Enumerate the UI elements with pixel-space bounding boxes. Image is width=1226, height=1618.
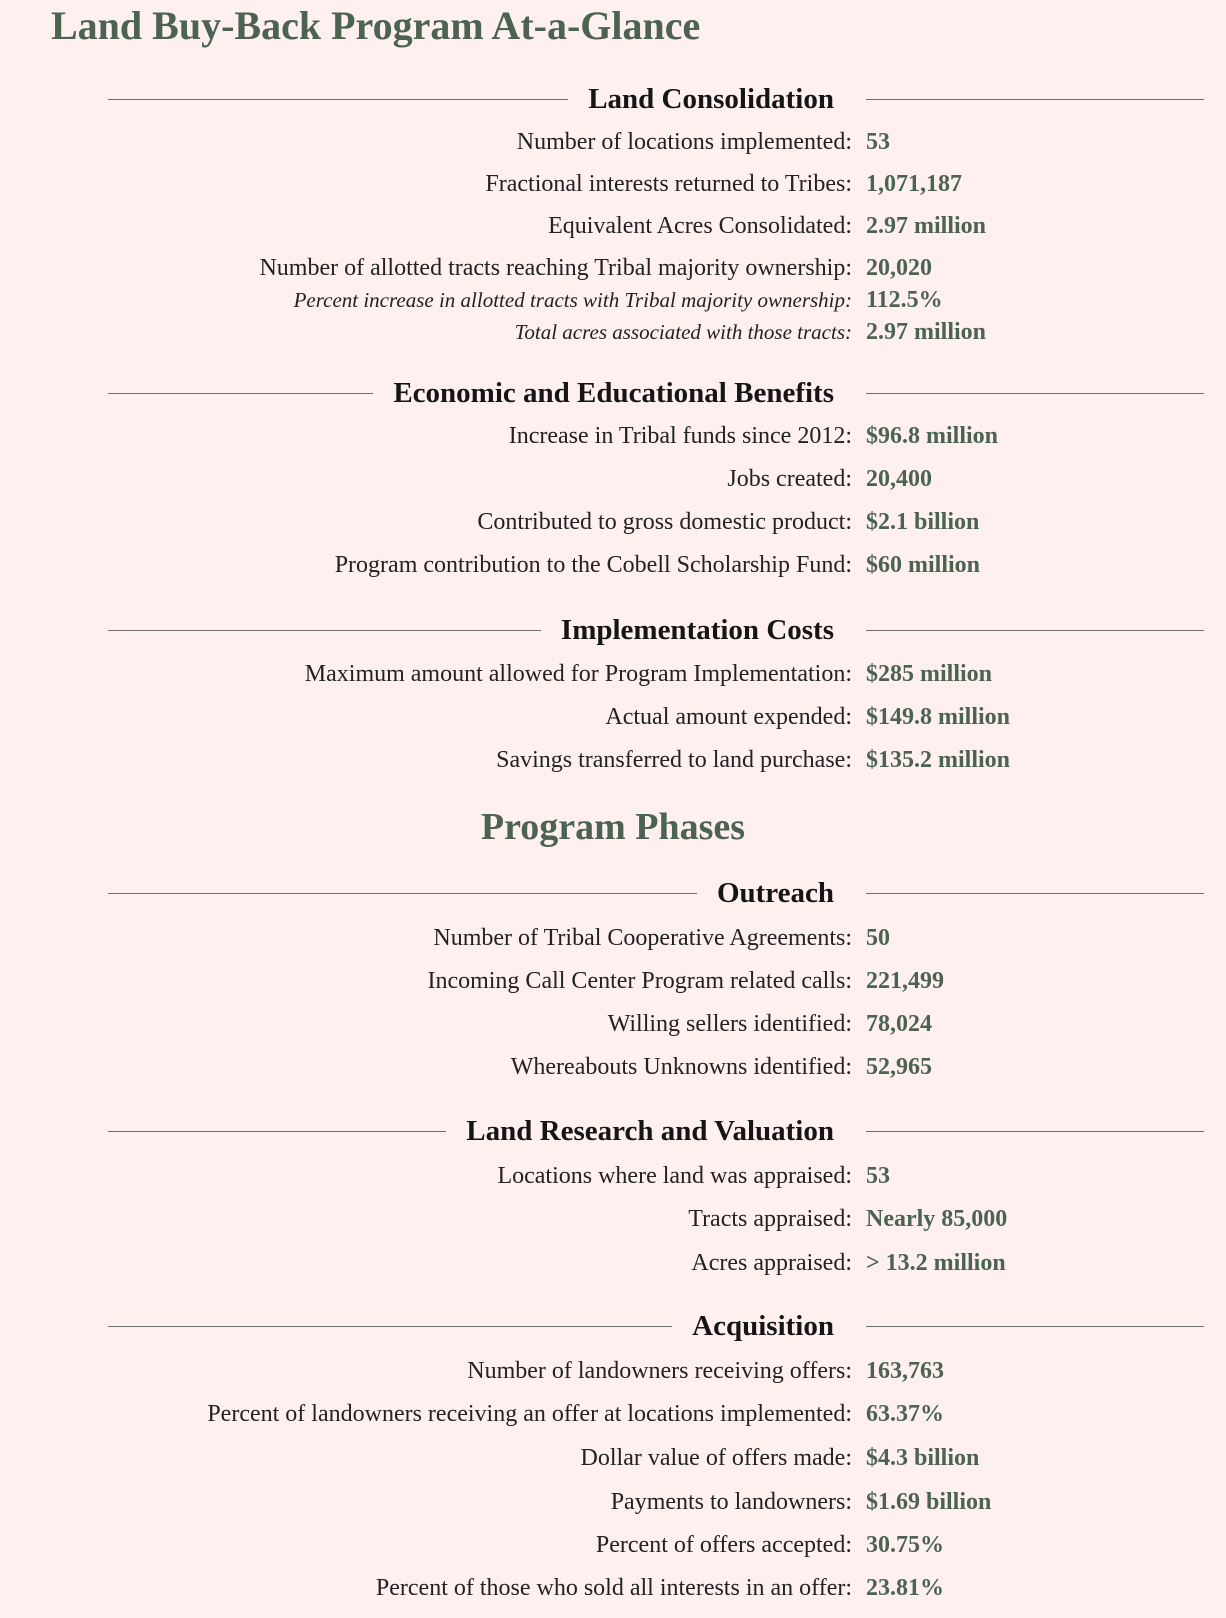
stat-row — [0, 963, 1226, 999]
stat-row — [0, 1570, 1226, 1606]
stat-label: Number of landowners receiving offers: — [467, 1358, 852, 1384]
stat-label: Percent of those who sold all interests in an offer: — [375, 1575, 852, 1601]
stat-label: Total acres associated with those tracts: — [514, 320, 852, 344]
section-title: Outreach — [697, 873, 834, 913]
stat-row — [0, 1396, 1226, 1432]
stat-value: 1,071,187 — [866, 171, 962, 197]
stat-row — [0, 282, 1226, 318]
phases-title: Program Phases — [480, 806, 746, 848]
stat-value: $60 million — [866, 552, 981, 578]
section-header-implementation-costs — [108, 610, 1204, 650]
stat-label: Percent increase in allotted tracts with Tribal majority ownership: — [293, 288, 852, 312]
stat-row — [0, 1527, 1226, 1563]
section-header-economic-benefits — [108, 373, 1204, 413]
stat-value: > 13.2 million — [866, 1250, 1006, 1276]
stat-row — [0, 1440, 1226, 1476]
stat-value: $2.1 billion — [866, 509, 980, 535]
stat-value: 78,024 — [866, 1011, 932, 1037]
section-header-land-consolidation — [108, 79, 1204, 119]
section-title: Economic and Educational Benefits — [373, 373, 834, 413]
stat-row — [0, 656, 1226, 692]
stat-row — [0, 1353, 1226, 1389]
stat-value: 63.37% — [866, 1401, 944, 1427]
stat-label: Acres appraised: — [691, 1250, 852, 1276]
stat-value: 53 — [866, 1163, 890, 1189]
stat-label: Locations where land was appraised: — [497, 1163, 852, 1189]
stat-row — [0, 461, 1226, 497]
stat-row — [0, 1158, 1226, 1194]
section-title: Land Consolidation — [568, 79, 834, 119]
stat-label: Fractional interests returned to Tribes: — [485, 171, 852, 197]
stat-label: Tracts appraised: — [688, 1206, 852, 1232]
stat-value: 2.97 million — [866, 213, 987, 239]
stat-label: Payments to landowners: — [610, 1489, 852, 1515]
section-header-acquisition — [108, 1306, 1204, 1346]
stat-label: Dollar value of offers made: — [580, 1445, 852, 1471]
stat-value: 2.97 million — [866, 319, 987, 345]
stat-row — [0, 124, 1226, 160]
stat-row — [0, 920, 1226, 956]
stat-value: Nearly 85,000 — [866, 1206, 1008, 1232]
stat-row — [0, 1049, 1226, 1085]
stat-label: Savings transferred to land purchase: — [496, 747, 852, 773]
stat-row — [0, 314, 1226, 350]
stat-label: Number of locations implemented: — [516, 129, 852, 155]
divider — [866, 99, 1204, 100]
section-title: Land Research and Valuation — [446, 1111, 834, 1151]
stat-row — [0, 699, 1226, 735]
stat-value: 20,020 — [866, 255, 932, 281]
stat-label: Increase in Tribal funds since 2012: — [508, 423, 852, 449]
stat-value: 52,965 — [866, 1054, 932, 1080]
stat-row — [0, 208, 1226, 244]
stat-value: 163,763 — [866, 1358, 944, 1384]
stat-label: Program contribution to the Cobell Scholarship Fund: — [334, 552, 852, 578]
section-header-land-research — [108, 1111, 1204, 1151]
stat-value: $135.2 million — [866, 747, 1011, 773]
stat-row — [0, 1006, 1226, 1042]
stat-value: 53 — [866, 129, 890, 155]
stat-row — [0, 166, 1226, 202]
stat-value: $149.8 million — [866, 704, 1011, 730]
stat-value: 221,499 — [866, 968, 944, 994]
stat-label: Contributed to gross domestic product: — [477, 509, 852, 535]
stat-value: 30.75% — [866, 1532, 944, 1558]
stat-label: Maximum amount allowed for Program Implementation: — [304, 661, 852, 687]
stat-label: Willing sellers identified: — [607, 1011, 852, 1037]
stat-label: Percent of offers accepted: — [595, 1532, 852, 1558]
stat-row — [0, 742, 1226, 778]
stat-row — [0, 1201, 1226, 1237]
stat-value: $285 million — [866, 661, 993, 687]
stat-value: 23.81% — [866, 1575, 944, 1601]
stat-row — [0, 1245, 1226, 1281]
stat-value: 112.5% — [866, 287, 943, 313]
section-title: Implementation Costs — [541, 610, 834, 650]
stat-value: $4.3 billion — [866, 1445, 980, 1471]
stat-label: Incoming Call Center Program related calls: — [427, 968, 852, 994]
section-header-outreach — [108, 873, 1204, 913]
stat-row — [0, 547, 1226, 583]
stat-value: $1.69 billion — [866, 1489, 992, 1515]
stat-label: Equivalent Acres Consolidated: — [548, 213, 852, 239]
divider — [866, 1326, 1204, 1327]
stat-row — [0, 418, 1226, 454]
stat-label: Number of allotted tracts reaching Tribal majority ownership: — [259, 255, 852, 281]
stat-row — [0, 1484, 1226, 1520]
stat-label: Actual amount expended: — [605, 704, 852, 730]
stat-label: Number of Tribal Cooperative Agreements: — [433, 925, 852, 951]
stat-row — [0, 504, 1226, 540]
divider — [866, 1131, 1204, 1132]
divider — [866, 630, 1204, 631]
section-title: Acquisition — [672, 1306, 834, 1346]
stat-label: Jobs created: — [727, 466, 852, 492]
stat-label: Whereabouts Unknowns identified: — [510, 1054, 852, 1080]
stat-value: $96.8 million — [866, 423, 999, 449]
stat-value: 50 — [866, 925, 890, 951]
divider — [866, 893, 1204, 894]
page-title: Land Buy-Back Program At-a-Glance — [51, 3, 701, 48]
stat-value: 20,400 — [866, 466, 932, 492]
stat-label: Percent of landowners receiving an offer at locations implemented: — [207, 1401, 852, 1427]
divider — [866, 393, 1204, 394]
stat-row — [0, 250, 1226, 286]
